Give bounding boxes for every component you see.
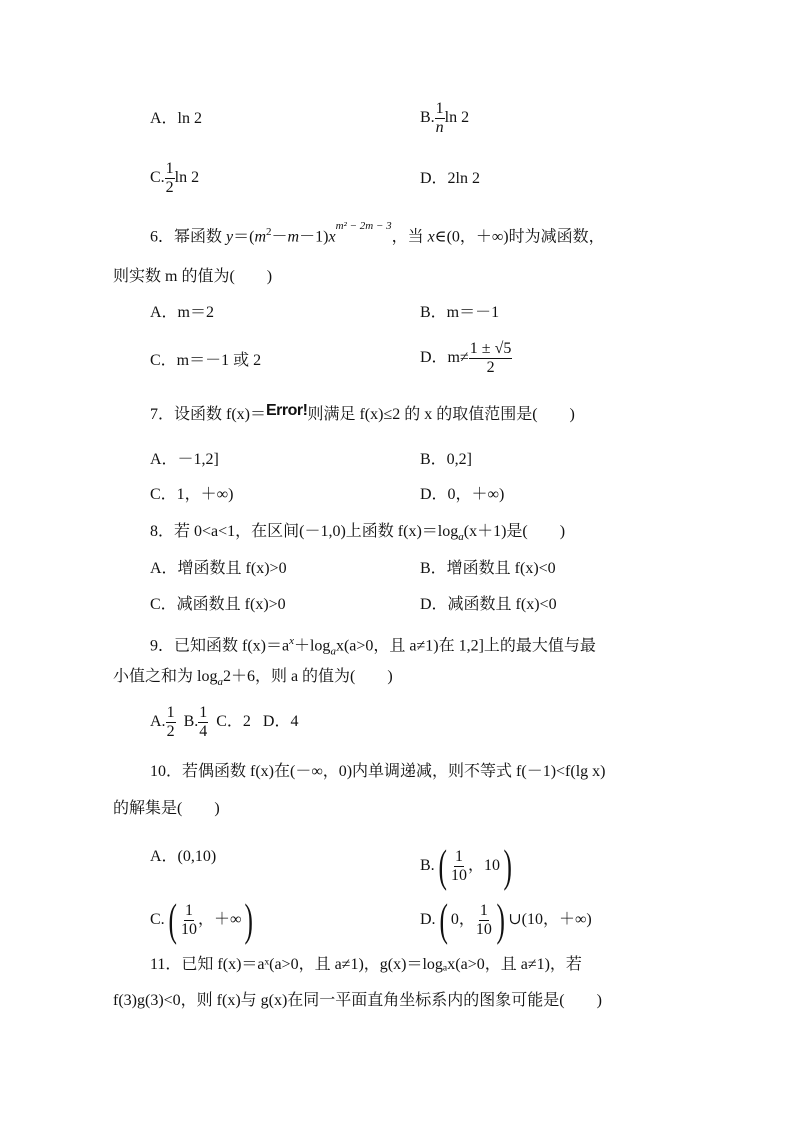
q10-option-c bbox=[150, 894, 257, 946]
q6-option-b: B．m＝－1 bbox=[420, 304, 500, 321]
q6-stem-line2: 则实数 m 的值为( ) bbox=[113, 268, 273, 285]
q6-x2: x bbox=[427, 228, 435, 246]
q10-option-b bbox=[420, 840, 515, 892]
q8-sub: a bbox=[458, 531, 464, 544]
q5-b-den: n bbox=[435, 119, 444, 136]
q10-c-left-paren: ( bbox=[168, 894, 177, 946]
q9-a-num: 1 bbox=[166, 704, 175, 721]
q10-c-den: 10 bbox=[181, 920, 197, 938]
q6-domain: ∈(0，＋∞)时为减函数， bbox=[434, 228, 605, 246]
q5-c-den: 2 bbox=[165, 179, 174, 196]
q5-b-tail: ln 2 bbox=[444, 109, 470, 127]
q6-d-label: D．m≠ bbox=[420, 349, 469, 367]
q9-sup: x bbox=[289, 635, 294, 647]
q10-d-fraction bbox=[475, 902, 493, 939]
q10-d-num: 1 bbox=[479, 901, 488, 919]
q5-c-num: 1 bbox=[165, 160, 174, 177]
q11-stem-line2: f(3)g(3)<0，则 f(x)与 g(x)在同一平面直角坐标系内的图象可能是( ) bbox=[113, 992, 602, 1009]
q6-sq: 2 bbox=[266, 226, 272, 238]
q10-stem-line2: 的解集是( ) bbox=[113, 800, 220, 817]
q10-option-a: A．(0,10) bbox=[150, 848, 217, 865]
q9-sub: a bbox=[330, 645, 336, 658]
q6-option-c: C．m＝－1 或 2 bbox=[150, 352, 262, 369]
q7-option-a: A．－1,2] bbox=[150, 451, 219, 468]
q10-c-num: 1 bbox=[185, 901, 193, 919]
q6-m2: m bbox=[287, 228, 300, 246]
q7-stem bbox=[150, 402, 575, 425]
q8-option-b: B．增函数且 f(x)<0 bbox=[420, 560, 556, 577]
q10-b-label: B. bbox=[420, 857, 435, 874]
q10-d-mid: 0， bbox=[450, 911, 475, 928]
q5-c-tail: ln 2 bbox=[174, 169, 200, 187]
q10-d-tail: ∪(10，＋∞) bbox=[508, 911, 592, 928]
q9-a-den: 2 bbox=[166, 723, 175, 740]
q8-option-d: D．减函数且 f(x)<0 bbox=[420, 596, 557, 613]
q5-option-c bbox=[150, 160, 199, 197]
q9-a-label: A. bbox=[150, 713, 166, 731]
q9-stem-a: 9．已知函数 f(x)＝a bbox=[150, 637, 290, 655]
q10-d-den: 10 bbox=[475, 920, 492, 938]
q5-option-d: D．2ln 2 bbox=[420, 170, 481, 187]
q7-stem-b: 则满足 f(x)≤2 的 x 的取值范围是( ) bbox=[307, 406, 575, 423]
q8-option-a: A．增函数且 f(x)>0 bbox=[150, 560, 287, 577]
q6-m: m bbox=[254, 228, 267, 246]
q9-stem2-b: 2＋6，则 a 的值为( ) bbox=[222, 668, 393, 685]
q6-option-d bbox=[420, 340, 512, 377]
q5-option-b bbox=[420, 100, 469, 137]
q5-option-a: A．ln 2 bbox=[150, 110, 203, 127]
q8-stem bbox=[150, 522, 565, 547]
q9-stem2-a: 小值之和为 log bbox=[113, 668, 218, 685]
q6-x: x bbox=[328, 228, 336, 246]
q9-option-d: D．4 bbox=[262, 713, 299, 731]
q9-stem-c: x(a>0，且 a≠1)在 1,2]上的最大值与最 bbox=[335, 637, 596, 655]
q6-y: y bbox=[226, 228, 234, 246]
q8-stem-b: (x＋1)是( ) bbox=[463, 523, 566, 540]
q10-b-den: 10 bbox=[451, 866, 467, 884]
q7-option-d: D．0，＋∞) bbox=[420, 486, 505, 503]
q5-b-num: 1 bbox=[435, 100, 444, 117]
q10-b-num: 1 bbox=[455, 847, 463, 865]
q10-stem-line1: 10．若偶函数 f(x)在(－∞，0)内单调递减，则不等式 f(－1)<f(lg x) bbox=[150, 763, 606, 780]
q10-c-label: C. bbox=[150, 911, 165, 928]
q6-d-den: 2 bbox=[486, 359, 495, 376]
q9-stem-line2 bbox=[113, 667, 393, 692]
q6-stem-text: 6．幂函数 bbox=[150, 228, 227, 246]
q10-c-fraction bbox=[180, 902, 198, 939]
q6-option-a: A．m＝2 bbox=[150, 304, 215, 321]
q9-stem-b: ＋log bbox=[293, 637, 331, 655]
q10-b-fraction bbox=[450, 848, 468, 885]
q10-b-left-paren: ( bbox=[438, 840, 447, 892]
q8-option-c: C．减函数且 f(x)>0 bbox=[150, 596, 286, 613]
q7-error-text: Error! bbox=[266, 402, 308, 419]
q8-stem-a: 8．若 0<a<1，在区间(－1,0)上函数 f(x)＝log bbox=[150, 523, 459, 540]
q10-d-left-paren: ( bbox=[439, 894, 448, 946]
q10-option-d bbox=[420, 894, 592, 946]
q10-d-label: D. bbox=[420, 911, 436, 928]
q5-c-label: C. bbox=[150, 169, 165, 187]
q9-b-den: 4 bbox=[199, 723, 208, 740]
q6-stem-line1 bbox=[150, 222, 605, 247]
q6-minus: － bbox=[271, 228, 288, 246]
q11-stem-line1: 11．已知 f(x)＝aˣ(a>0，且 a≠1)，g(x)＝logₐx(a>0，且 a≠1)，若 bbox=[150, 956, 582, 973]
q9-b-label: B. bbox=[183, 713, 199, 731]
q6-eq: ＝( bbox=[233, 228, 255, 246]
q7-stem-a: 7．设函数 f(x)＝ bbox=[150, 406, 266, 423]
q10-d-right-paren: ) bbox=[496, 894, 505, 946]
q9-stem-line1 bbox=[150, 631, 596, 662]
q7-option-b: B．0,2] bbox=[420, 451, 473, 468]
q10-b-tail: ，10 bbox=[468, 857, 501, 874]
q6-exponent: m² − 2m − 3 bbox=[335, 220, 392, 232]
q10-c-tail: ，＋∞ bbox=[198, 911, 242, 928]
q6-when: ，当 bbox=[391, 228, 428, 246]
q6-d-num: 1 ± √5 bbox=[469, 340, 512, 357]
q6-close: －1) bbox=[299, 228, 329, 246]
q9-option-c: C．2 bbox=[216, 713, 251, 731]
q5-b-fraction bbox=[435, 100, 445, 137]
q9-b-num: 1 bbox=[199, 704, 208, 721]
q6-d-fraction bbox=[469, 340, 513, 377]
q9-b-fraction bbox=[198, 704, 208, 741]
q7-option-c: C．1，＋∞) bbox=[150, 486, 234, 503]
q10-b-right-paren: ) bbox=[503, 840, 512, 892]
q9-sub2: a bbox=[217, 676, 223, 689]
q5-c-fraction bbox=[165, 160, 175, 197]
q9-options bbox=[150, 704, 298, 741]
q9-a-fraction bbox=[166, 704, 176, 741]
q5-b-label: B. bbox=[420, 109, 435, 127]
q10-c-right-paren: ) bbox=[244, 894, 254, 946]
